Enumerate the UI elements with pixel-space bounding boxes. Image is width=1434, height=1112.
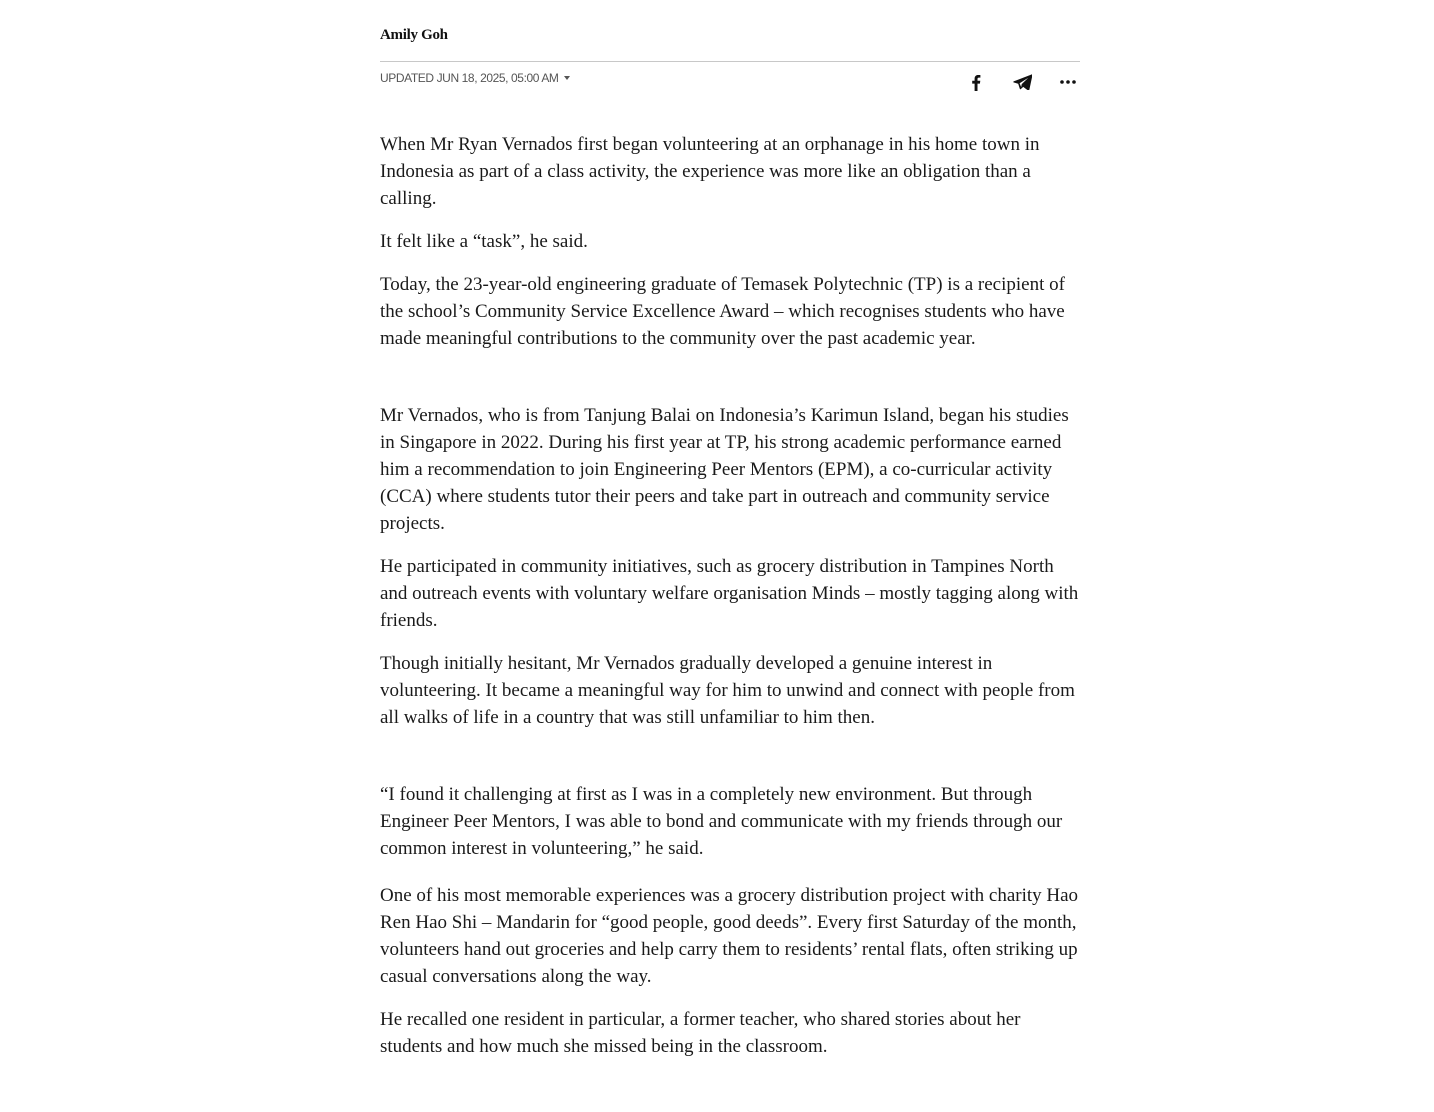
article-paragraph: When Mr Ryan Vernados first began volunteering at an orphanage in his home town in Indonesia as part of a class activity, the experience was more like an obligation than a calling. xyxy=(380,134,1040,209)
article-paragraph: He recalled one resident in particular, a former teacher, who shared stories about her students and how much she missed being in the classroom. xyxy=(380,1009,1021,1057)
telegram-icon xyxy=(1013,74,1032,90)
article-paragraph: Though initially hesitant, Mr Vernados gradually developed a genuine interest in volunteering. It became a meaningful way for him to unwind and connect with people from all walks of life in a country that was still unfamiliar to him then. xyxy=(380,653,1075,728)
updated-dateline[interactable] xyxy=(380,71,570,85)
article-paragraph: “I found it challenging at first as I was in a completely new environment. But through Engineer Peer Mentors, I was able to bond and communicate with my friends through our common interest in volunteering,” he said. xyxy=(380,784,1063,859)
article-body xyxy=(380,131,1080,1060)
facebook-icon xyxy=(971,74,981,91)
more-options-button[interactable] xyxy=(1056,70,1080,94)
telegram-share-button[interactable] xyxy=(1010,70,1034,94)
author-name[interactable]: Amily Goh xyxy=(380,27,448,43)
article-paragraph: It felt like a “task”, he said. xyxy=(380,231,588,252)
article-paragraph: Mr Vernados, who is from Tanjung Balai on Indonesia’s Karimun Island, began his studies in Singapore in 2022. During his first year at TP, his strong academic performance earned him a recommendation to join Engineering Peer Mentors (EPM), a co-curricular activity (CCA) where students tutor their peers and take part in outreach and community service projects. xyxy=(380,405,1069,534)
article-paragraph: He participated in community initiatives, such as grocery distribution in Tampines North and outreach events with voluntary welfare organisation Minds – mostly tagging along with friends. xyxy=(380,556,1079,631)
article-paragraph: Today, the 23-year-old engineering graduate of Temasek Polytechnic (TP) is a recipient of the school’s Community Service Excellence Award – which recognises students who have made meaningful contributions to the community over the past academic year. xyxy=(380,274,1065,349)
caret-down-icon xyxy=(564,76,570,80)
share-toolbar xyxy=(942,70,1080,94)
updated-timestamp: UPDATED JUN 18, 2025, 05:00 AM xyxy=(380,71,559,85)
more-icon xyxy=(1060,80,1076,84)
facebook-share-button[interactable] xyxy=(964,70,988,94)
article-paragraph: One of his most memorable experiences was a grocery distribution project with charity Hao Ren Hao Shi – Mandarin for “good people, good deeds”. Every first Saturday of the month, volunteers hand out groceries and help carry them to residents’ rental flats, often striking up casual conversations along the way. xyxy=(380,885,1079,987)
byline-divider xyxy=(380,61,1080,62)
